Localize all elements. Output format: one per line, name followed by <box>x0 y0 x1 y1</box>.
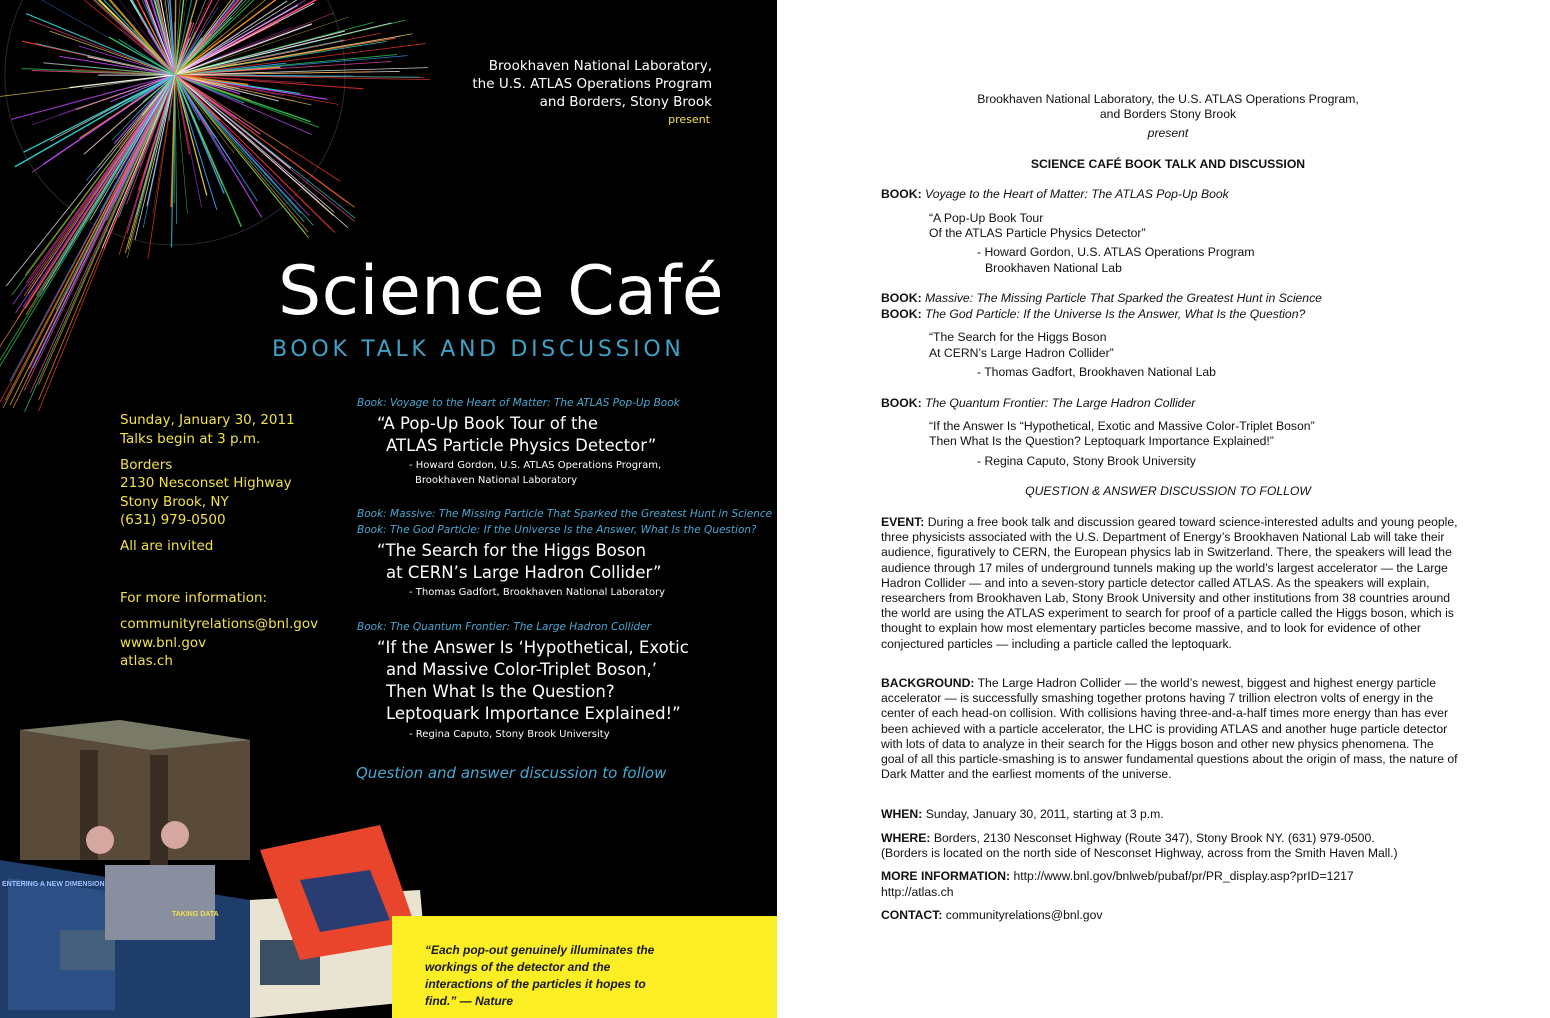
talk-speaker: - Howard Gordon, U.S. ATLAS Operations Program, <box>409 460 662 471</box>
more-info-url[interactable]: http://www.bnl.gov/bnlweb/pubaf/pr/PR_display.asp?prID=1217 <box>1013 869 1354 883</box>
when-label: WHEN: <box>881 807 923 821</box>
book-page-label: TAKING DATA <box>172 911 219 918</box>
more-info-line <box>881 869 1354 884</box>
book-entry <box>881 396 1195 411</box>
talk-title: Then What Is the Question? Leptoquark Importance Explained!” <box>929 434 1274 448</box>
talk-quote: “A Pop-Up Book Tour of the <box>377 414 599 433</box>
speaker: - Thomas Gadfort, Brookhaven National Lab <box>977 365 1216 379</box>
talk-title: At CERN’s Large Hadron Collider” <box>929 346 1114 360</box>
nature-review-quote: “Each pop-out genuinely illuminates the workings of the detector and the interactions of the particles it hopes to find.” — Nature <box>425 943 655 1008</box>
event-text: During a free book talk and discussion geared toward science-interested adults and young people, three physicists associated with the U.S. Department of Energy’s Brookhaven National Lab will take their audience, figuratively to CERN, the European physics lab in Switzerland. There, the speakers will lead the audience through 17 miles of underground tunnels making up the world’s largest accelerator — the Large Hadron Collider — and into a seven-story particle detector called ATLAS. As the speakers will explain, researchers from Brookhaven Lab, Stony Brook University and other institutions from 38 countries around the world are using the ATLAS experiment to search for proof of a particle called the Higgs boson, which is thought to explain how most elementary particles become massive, and to look for evidence of other conjectured particles — including a particle called the leptoquark. <box>881 515 1458 651</box>
poster-presenters <box>372 57 712 111</box>
particle-jet <box>39 75 175 411</box>
event-label: EVENT: <box>881 515 925 529</box>
talk-title: “The Search for the Higgs Boson <box>929 330 1107 344</box>
contact-line <box>881 908 1102 923</box>
where-label: WHERE: <box>881 831 931 845</box>
particle-track <box>175 75 177 224</box>
event-city: Stony Brook, NY <box>120 494 229 510</box>
talk-book-title: Book: The God Particle: If the Universe Is the Answer, What Is the Question? <box>357 524 757 536</box>
where-text: Borders, 2130 Nesconset Highway (Route 347), Stony Brook NY. (631) 979-0500. <box>933 831 1375 845</box>
talk-speaker: Brookhaven National Laboratory <box>415 475 578 486</box>
where-note: (Borders is located on the north side of Nesconset Highway, across from the Smith Haven Mall.) <box>881 846 1398 860</box>
talk-book-title: Book: Voyage to the Heart of Matter: The ATLAS Pop-Up Book <box>357 397 680 409</box>
talk-title: Of the ATLAS Particle Physics Detector” <box>929 226 1146 240</box>
poster-title: Science Café <box>278 252 725 331</box>
background-text: The Large Hadron Collider — the world’s newest, biggest and highest energy particle accelerator — is successfully smashing together protons having 7 trillion electron volts of energy in the center of each head-on collision. With collisions having three-and-a-half times more energy than has ever been achieved with a particle accelerator, the LHC is providing ATLAS and another huge particle detector with lots of data to analyze in their search for the Higgs boson and other new physics phenomena. The goal of all this particle-smashing is to answer fundamental questions about the origin of mass, the nature of Dark Matter and the earliest moments of the universe. <box>881 676 1458 782</box>
presenters-line: and Borders Stony Brook <box>1099 107 1237 121</box>
book-label: BOOK: <box>881 291 922 305</box>
talk-quote: “The Search for the Higgs Boson <box>377 541 647 560</box>
book-label: BOOK: <box>881 307 922 321</box>
book-label: BOOK: <box>881 396 922 410</box>
talk-quote: ATLAS Particle Physics Detector” <box>386 436 657 455</box>
when-line <box>881 807 1164 822</box>
event-street: 2130 Nesconset Highway <box>120 475 292 491</box>
particle-jet <box>36 75 175 296</box>
when-text: Sunday, January 30, 2011, starting at 3 p.m. <box>925 807 1164 821</box>
more-info-label: MORE INFORMATION: <box>881 869 1011 883</box>
presenter-line: Brookhaven National Laboratory, <box>488 58 712 74</box>
more-info-label: For more information: <box>120 590 268 606</box>
book-title: The God Particle: If the Universe Is the Answer, What Is the Question? <box>925 307 1306 321</box>
book-page-label: ENTERING A NEW DIMENSION <box>2 881 105 888</box>
talk-book-title: Book: The Quantum Frontier: The Large Hadron Collider <box>357 621 651 633</box>
particle-jet <box>0 75 175 390</box>
talk-quote: Leptoquark Importance Explained!” <box>386 704 681 723</box>
particle-jet <box>100 75 175 212</box>
book-entry <box>881 307 1305 322</box>
particle-jet <box>175 75 354 221</box>
particle-jet <box>0 75 175 367</box>
background-paragraph <box>881 676 1459 782</box>
event-venue: Borders <box>120 457 173 473</box>
speaker: - Howard Gordon, U.S. ATLAS Operations Program <box>977 245 1255 259</box>
poster-present-label: present <box>668 113 710 126</box>
contact-email[interactable]: communityrelations@bnl.gov <box>120 616 319 632</box>
event-phone: (631) 979-0500 <box>120 512 226 528</box>
talk-quote: at CERN’s Large Hadron Collider” <box>386 563 662 582</box>
talk-book-title: Book: Massive: The Missing Particle That Sparked the Greatest Hunt in Science <box>357 508 773 520</box>
contact-label: CONTACT: <box>881 908 943 922</box>
particle-jet <box>12 75 175 295</box>
website-link[interactable]: atlas.ch <box>120 653 173 669</box>
particle-jet <box>175 75 355 218</box>
event-paragraph <box>881 515 1459 652</box>
speaker: Brookhaven National Lab <box>985 261 1122 275</box>
talk-title: “A Pop-Up Book Tour <box>929 211 1044 225</box>
book-title: The Quantum Frontier: The Large Hadron Collider <box>925 396 1196 410</box>
present-label: present <box>1147 126 1189 140</box>
press-release-page <box>777 0 1550 1018</box>
talk-quote: “If the Answer Is ‘Hypothetical, Exotic <box>377 638 689 657</box>
book-label: BOOK: <box>881 187 922 201</box>
page-heading: SCIENCE CAFÉ BOOK TALK AND DISCUSSION <box>1030 157 1306 171</box>
contact-email[interactable]: communityrelations@bnl.gov <box>945 908 1103 922</box>
qa-note: QUESTION & ANSWER DISCUSSION TO FOLLOW <box>1025 484 1311 498</box>
talk-title: “If the Answer Is “Hypothetical, Exotic and Massive Color-Triplet Boson” <box>929 419 1315 433</box>
poster-subtitle: BOOK TALK AND DISCUSSION <box>272 337 685 362</box>
atlas-url[interactable]: http://atlas.ch <box>881 885 954 899</box>
event-invite: All are invited <box>120 538 214 554</box>
event-date: Sunday, January 30, 2011 <box>120 412 295 428</box>
talk-quote: Then What Is the Question? <box>386 682 615 701</box>
talk-speaker: - Thomas Gadfort, Brookhaven National Laboratory <box>409 587 666 598</box>
book-title: Massive: The Missing Particle That Sparked the Greatest Hunt in Science <box>925 291 1322 305</box>
presenters-line: Brookhaven National Laboratory, the U.S. ATLAS Operations Program, <box>977 92 1359 106</box>
particle-jet <box>16 75 175 313</box>
talk-quote: and Massive Color-Triplet Boson,’ <box>386 660 658 679</box>
book-entry <box>881 291 1322 306</box>
particle-track <box>26 14 175 75</box>
talk-speaker: - Regina Caputo, Stony Brook University <box>409 729 610 740</box>
speaker: - Regina Caputo, Stony Brook University <box>977 454 1196 468</box>
book-title: Voyage to the Heart of Matter: The ATLAS Pop-Up Book <box>925 187 1229 201</box>
particle-jet <box>175 75 309 216</box>
qa-note: Question and answer discussion to follow <box>356 764 667 782</box>
background-label: BACKGROUND: <box>881 676 975 690</box>
website-link[interactable]: www.bnl.gov <box>120 635 207 651</box>
event-time: Talks begin at 3 p.m. <box>120 431 261 447</box>
presenter-line: and Borders, Stony Brook <box>539 94 712 110</box>
book-entry <box>881 187 1229 202</box>
presenter-line: the U.S. ATLAS Operations Program <box>472 76 712 92</box>
particle-jet <box>40 75 175 297</box>
where-line <box>881 831 1375 846</box>
